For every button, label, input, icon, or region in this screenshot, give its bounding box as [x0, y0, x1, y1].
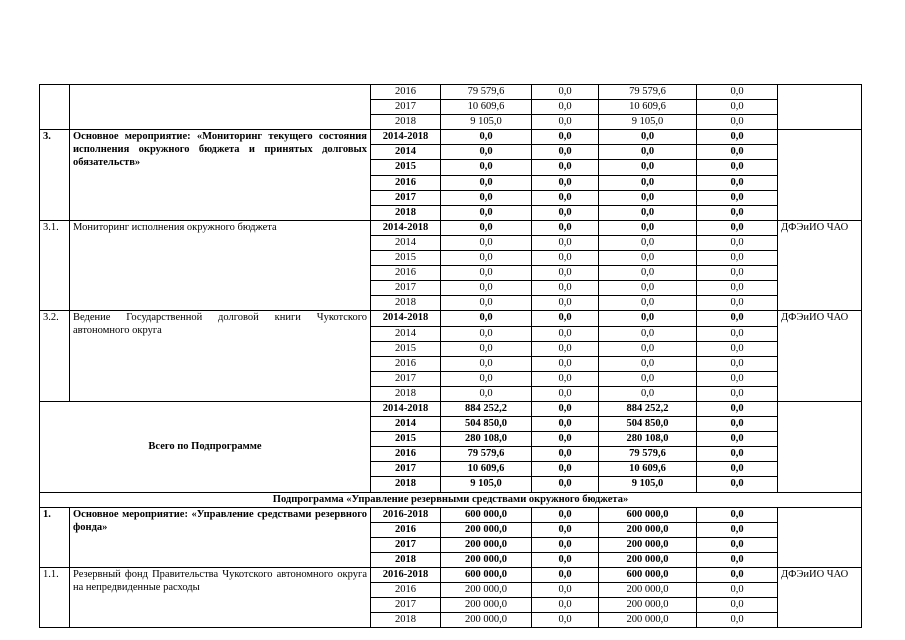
- value-cell: 0,0: [532, 432, 599, 447]
- value-cell: 0,0: [532, 281, 599, 296]
- year-cell: 2017: [371, 598, 441, 613]
- value-cell: 0,0: [532, 160, 599, 175]
- value-cell: 0,0: [441, 266, 532, 281]
- value-cell: 10 609,6: [441, 462, 532, 477]
- year-cell: 2018: [371, 613, 441, 628]
- table-row: [40, 311, 862, 326]
- value-cell: 0,0: [697, 417, 778, 432]
- responsible-cell: [778, 130, 862, 221]
- year-cell: 2014: [371, 326, 441, 341]
- table-row: [40, 220, 862, 235]
- value-cell: 0,0: [532, 130, 599, 145]
- table-row: [40, 568, 862, 583]
- value-cell: 0,0: [599, 251, 697, 266]
- year-cell: 2015: [371, 432, 441, 447]
- responsible-cell: [778, 507, 862, 567]
- value-cell: 0,0: [532, 205, 599, 220]
- value-cell: 504 850,0: [599, 417, 697, 432]
- row-title: Мониторинг исполнения окружного бюджета: [70, 220, 371, 311]
- year-cell: 2018: [371, 552, 441, 567]
- value-cell: 0,0: [599, 281, 697, 296]
- value-cell: 0,0: [532, 371, 599, 386]
- value-cell: 0,0: [441, 341, 532, 356]
- year-cell: 2016: [371, 266, 441, 281]
- value-cell: 0,0: [441, 145, 532, 160]
- value-cell: 0,0: [599, 190, 697, 205]
- value-cell: 200 000,0: [441, 613, 532, 628]
- table-row: [40, 401, 862, 416]
- value-cell: 0,0: [697, 311, 778, 326]
- value-cell: 200 000,0: [599, 522, 697, 537]
- value-cell: 0,0: [532, 190, 599, 205]
- value-cell: 0,0: [599, 205, 697, 220]
- value-cell: 0,0: [441, 356, 532, 371]
- value-cell: 0,0: [697, 341, 778, 356]
- subprogram-heading-row: [40, 492, 862, 507]
- value-cell: 0,0: [599, 386, 697, 401]
- year-cell: 2017: [371, 281, 441, 296]
- value-cell: 0,0: [532, 401, 599, 416]
- value-cell: 10 609,6: [599, 100, 697, 115]
- value-cell: 0,0: [697, 190, 778, 205]
- year-cell: 2017: [371, 371, 441, 386]
- value-cell: 280 108,0: [599, 432, 697, 447]
- value-cell: 0,0: [532, 296, 599, 311]
- value-cell: 0,0: [532, 115, 599, 130]
- value-cell: 0,0: [697, 401, 778, 416]
- value-cell: 0,0: [441, 175, 532, 190]
- value-cell: 0,0: [532, 175, 599, 190]
- value-cell: 0,0: [441, 281, 532, 296]
- value-cell: 0,0: [441, 296, 532, 311]
- value-cell: 0,0: [532, 100, 599, 115]
- year-cell: 2016: [371, 447, 441, 462]
- year-cell: 2015: [371, 341, 441, 356]
- value-cell: 0,0: [599, 175, 697, 190]
- year-cell: 2017: [371, 100, 441, 115]
- value-cell: 600 000,0: [441, 568, 532, 583]
- year-cell: 2016-2018: [371, 568, 441, 583]
- responsible-cell: ДФЭиИО ЧАО: [778, 311, 862, 402]
- value-cell: 884 252,2: [441, 401, 532, 416]
- value-cell: 0,0: [532, 447, 599, 462]
- value-cell: 600 000,0: [441, 507, 532, 522]
- year-cell: 2018: [371, 115, 441, 130]
- year-cell: 2016: [371, 356, 441, 371]
- row-title: Резервный фонд Правительства Чукотского автономного округа на непредвиденные расходы: [70, 568, 371, 628]
- value-cell: 0,0: [697, 522, 778, 537]
- value-cell: 0,0: [532, 356, 599, 371]
- value-cell: 0,0: [697, 145, 778, 160]
- value-cell: 280 108,0: [441, 432, 532, 447]
- value-cell: 200 000,0: [599, 613, 697, 628]
- row-title: Основное мероприятие: «Управление средствами резервного фонда»: [70, 507, 371, 567]
- value-cell: 0,0: [532, 522, 599, 537]
- value-cell: 0,0: [532, 537, 599, 552]
- responsible-cell: ДФЭиИО ЧАО: [778, 568, 862, 628]
- year-cell: 2016-2018: [371, 507, 441, 522]
- value-cell: 0,0: [697, 266, 778, 281]
- row-title: Ведение Государственной долговой книги Чукотского автономного округа: [70, 311, 371, 402]
- value-cell: 0,0: [532, 145, 599, 160]
- value-cell: 0,0: [697, 115, 778, 130]
- value-cell: 200 000,0: [441, 583, 532, 598]
- value-cell: 0,0: [697, 205, 778, 220]
- value-cell: 79 579,6: [599, 85, 697, 100]
- value-cell: 0,0: [532, 85, 599, 100]
- value-cell: 0,0: [697, 447, 778, 462]
- value-cell: 10 609,6: [441, 100, 532, 115]
- value-cell: 0,0: [697, 477, 778, 492]
- value-cell: 0,0: [532, 326, 599, 341]
- row-title: Основное мероприятие: «Мониторинг текущего состояния исполнения окружного бюджета и принятых долговых обязательств»: [70, 130, 371, 221]
- value-cell: 0,0: [441, 205, 532, 220]
- value-cell: 0,0: [599, 130, 697, 145]
- value-cell: 0,0: [532, 568, 599, 583]
- value-cell: 0,0: [697, 568, 778, 583]
- value-cell: 0,0: [697, 296, 778, 311]
- value-cell: 0,0: [697, 100, 778, 115]
- year-cell: 2018: [371, 296, 441, 311]
- value-cell: 0,0: [697, 85, 778, 100]
- year-cell: 2014: [371, 145, 441, 160]
- value-cell: 0,0: [532, 251, 599, 266]
- year-cell: 2017: [371, 537, 441, 552]
- row-number: 3.: [40, 130, 70, 221]
- row-title: [70, 85, 371, 130]
- value-cell: 0,0: [599, 145, 697, 160]
- year-cell: 2014: [371, 235, 441, 250]
- value-cell: 9 105,0: [441, 477, 532, 492]
- value-cell: 0,0: [532, 598, 599, 613]
- value-cell: 0,0: [441, 251, 532, 266]
- value-cell: 0,0: [599, 326, 697, 341]
- value-cell: 0,0: [697, 326, 778, 341]
- value-cell: 10 609,6: [599, 462, 697, 477]
- value-cell: 600 000,0: [599, 568, 697, 583]
- value-cell: 0,0: [697, 175, 778, 190]
- value-cell: 0,0: [532, 311, 599, 326]
- value-cell: 0,0: [599, 371, 697, 386]
- year-cell: 2015: [371, 160, 441, 175]
- year-cell: 2014-2018: [371, 401, 441, 416]
- value-cell: 0,0: [532, 507, 599, 522]
- value-cell: 0,0: [441, 371, 532, 386]
- value-cell: 0,0: [441, 311, 532, 326]
- row-title: Всего по Подпрограмме: [40, 401, 371, 492]
- value-cell: 0,0: [532, 386, 599, 401]
- value-cell: 0,0: [532, 477, 599, 492]
- year-cell: 2014-2018: [371, 220, 441, 235]
- value-cell: 0,0: [697, 251, 778, 266]
- table-row: [40, 85, 862, 100]
- value-cell: 0,0: [599, 266, 697, 281]
- value-cell: 0,0: [697, 386, 778, 401]
- responsible-cell: ДФЭиИО ЧАО: [778, 220, 862, 311]
- table-row: [40, 130, 862, 145]
- value-cell: 0,0: [532, 220, 599, 235]
- year-cell: 2016: [371, 85, 441, 100]
- value-cell: 0,0: [532, 552, 599, 567]
- value-cell: 200 000,0: [441, 552, 532, 567]
- value-cell: 200 000,0: [599, 583, 697, 598]
- row-number: [40, 85, 70, 130]
- value-cell: 0,0: [599, 296, 697, 311]
- value-cell: 0,0: [697, 432, 778, 447]
- year-cell: 2018: [371, 477, 441, 492]
- value-cell: 200 000,0: [599, 552, 697, 567]
- value-cell: 200 000,0: [599, 598, 697, 613]
- responsible-cell: [778, 85, 862, 130]
- value-cell: 0,0: [697, 235, 778, 250]
- value-cell: 0,0: [697, 552, 778, 567]
- value-cell: 0,0: [441, 160, 532, 175]
- value-cell: 0,0: [441, 326, 532, 341]
- value-cell: 79 579,6: [441, 85, 532, 100]
- value-cell: 0,0: [599, 220, 697, 235]
- value-cell: 0,0: [599, 160, 697, 175]
- year-cell: 2016: [371, 522, 441, 537]
- budget-table: [39, 84, 862, 628]
- year-cell: 2017: [371, 190, 441, 205]
- value-cell: 0,0: [532, 266, 599, 281]
- year-cell: 2015: [371, 251, 441, 266]
- value-cell: 0,0: [697, 281, 778, 296]
- value-cell: 0,0: [697, 220, 778, 235]
- value-cell: 884 252,2: [599, 401, 697, 416]
- value-cell: 200 000,0: [441, 537, 532, 552]
- responsible-cell: [778, 401, 862, 492]
- value-cell: 0,0: [441, 130, 532, 145]
- value-cell: 200 000,0: [599, 537, 697, 552]
- table-row: [40, 507, 862, 522]
- value-cell: 0,0: [697, 462, 778, 477]
- year-cell: 2016: [371, 175, 441, 190]
- year-cell: 2014-2018: [371, 311, 441, 326]
- value-cell: 0,0: [697, 356, 778, 371]
- row-number: 3.1.: [40, 220, 70, 311]
- value-cell: 0,0: [599, 356, 697, 371]
- value-cell: 79 579,6: [599, 447, 697, 462]
- value-cell: 0,0: [532, 583, 599, 598]
- value-cell: 200 000,0: [441, 598, 532, 613]
- year-cell: 2018: [371, 386, 441, 401]
- value-cell: 0,0: [532, 462, 599, 477]
- subprogram-heading: Подпрограмма «Управление резервными средствами окружного бюджета»: [40, 492, 862, 507]
- row-number: 1.1.: [40, 568, 70, 628]
- value-cell: 79 579,6: [441, 447, 532, 462]
- value-cell: 0,0: [697, 613, 778, 628]
- value-cell: 0,0: [532, 613, 599, 628]
- value-cell: 504 850,0: [441, 417, 532, 432]
- value-cell: 9 105,0: [441, 115, 532, 130]
- value-cell: 0,0: [697, 371, 778, 386]
- value-cell: 0,0: [697, 583, 778, 598]
- value-cell: 0,0: [697, 160, 778, 175]
- value-cell: 0,0: [697, 537, 778, 552]
- value-cell: 0,0: [441, 190, 532, 205]
- value-cell: 0,0: [697, 507, 778, 522]
- year-cell: 2014: [371, 417, 441, 432]
- year-cell: 2017: [371, 462, 441, 477]
- value-cell: 0,0: [697, 130, 778, 145]
- value-cell: 0,0: [532, 417, 599, 432]
- year-cell: 2016: [371, 583, 441, 598]
- year-cell: 2014-2018: [371, 130, 441, 145]
- row-number: 1.: [40, 507, 70, 567]
- value-cell: 9 105,0: [599, 477, 697, 492]
- row-number: 3.2.: [40, 311, 70, 402]
- value-cell: 0,0: [599, 341, 697, 356]
- value-cell: 0,0: [441, 235, 532, 250]
- year-cell: 2018: [371, 205, 441, 220]
- value-cell: 0,0: [441, 220, 532, 235]
- value-cell: 600 000,0: [599, 507, 697, 522]
- value-cell: 0,0: [532, 341, 599, 356]
- value-cell: 0,0: [441, 386, 532, 401]
- value-cell: 0,0: [532, 235, 599, 250]
- value-cell: 0,0: [599, 235, 697, 250]
- value-cell: 200 000,0: [441, 522, 532, 537]
- value-cell: 0,0: [599, 311, 697, 326]
- value-cell: 0,0: [697, 598, 778, 613]
- value-cell: 9 105,0: [599, 115, 697, 130]
